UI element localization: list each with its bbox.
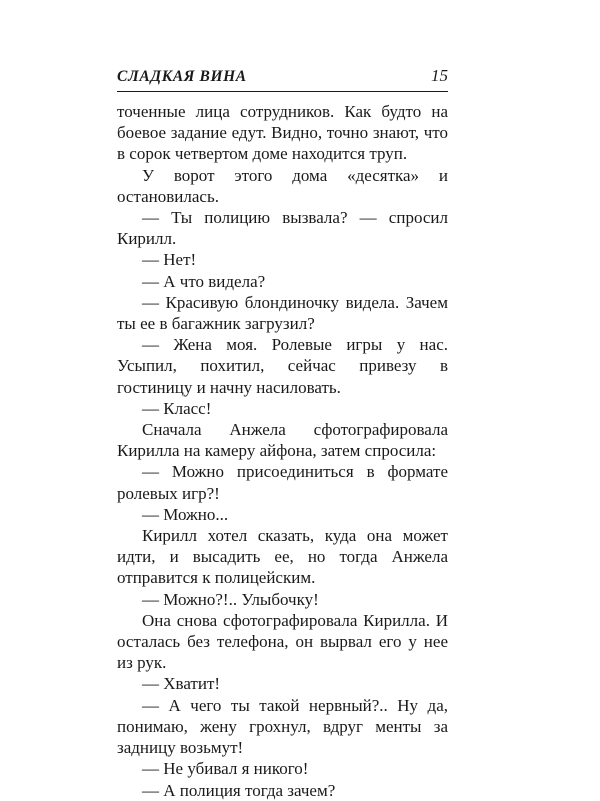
dialogue-line: — Красивую блондиночку видела. Зачем ты ее в багажник загрузил? — [117, 292, 448, 334]
dialogue-line: — А чего ты такой нервный?.. Ну да, понимаю, жену грохнул, вдруг менты за задницу возьмут! — [117, 695, 448, 758]
dialogue-line: — Нет! — [142, 250, 197, 270]
dialogue-line: — Можно... — [142, 504, 229, 524]
dialogue-line: — Можно присоединиться в формате ролевых игр?! — [117, 462, 448, 503]
paragraph: точенные лица сотрудников. Как будто на боевое задание едут. Видно, точно знают, что в сорок четвертом доме находится труп. — [117, 102, 448, 164]
paragraph: Кирилл хотел сказать, куда она может идти, и высадить ее, но тогда Анжела отправится к полицейским. — [117, 526, 448, 588]
dialogue-line: — Класс! — [142, 398, 212, 418]
dialogue-line: — Не убивал я никого! — [142, 759, 309, 779]
page-number: 15 — [431, 66, 448, 85]
dialogue-line: — А полиция тогда зачем? — [142, 780, 336, 800]
dialogue-line: — Ты полицию вызвала? — спросил Кирилл. — [117, 208, 448, 249]
header-rule — [117, 91, 448, 92]
dialogue-line: — Жена моя. Ролевые игры у нас. Усыпил, похитил, сейчас привезу в гостиницу и начну насиловать. — [117, 335, 448, 397]
paragraph: У ворот этого дома «десятка» и остановилась. — [117, 165, 448, 206]
dialogue-line: — Хватит! — [142, 674, 221, 694]
running-title: СЛАДКАЯ ВИНА — [117, 68, 247, 85]
body-text — [117, 101, 448, 801]
dialogue-line: — А что видела? — [142, 271, 266, 291]
dialogue-line: — Можно?!.. Улыбочку! — [142, 589, 319, 609]
paragraph: Сначала Анжела сфотографировала Кирилла на камеру айфона, затем спросила: — [117, 420, 448, 461]
page-header — [117, 66, 448, 90]
paragraph: Она снова сфотографировала Кирилла. И осталась без телефона, он вырвал его у нее из рук. — [117, 610, 448, 673]
